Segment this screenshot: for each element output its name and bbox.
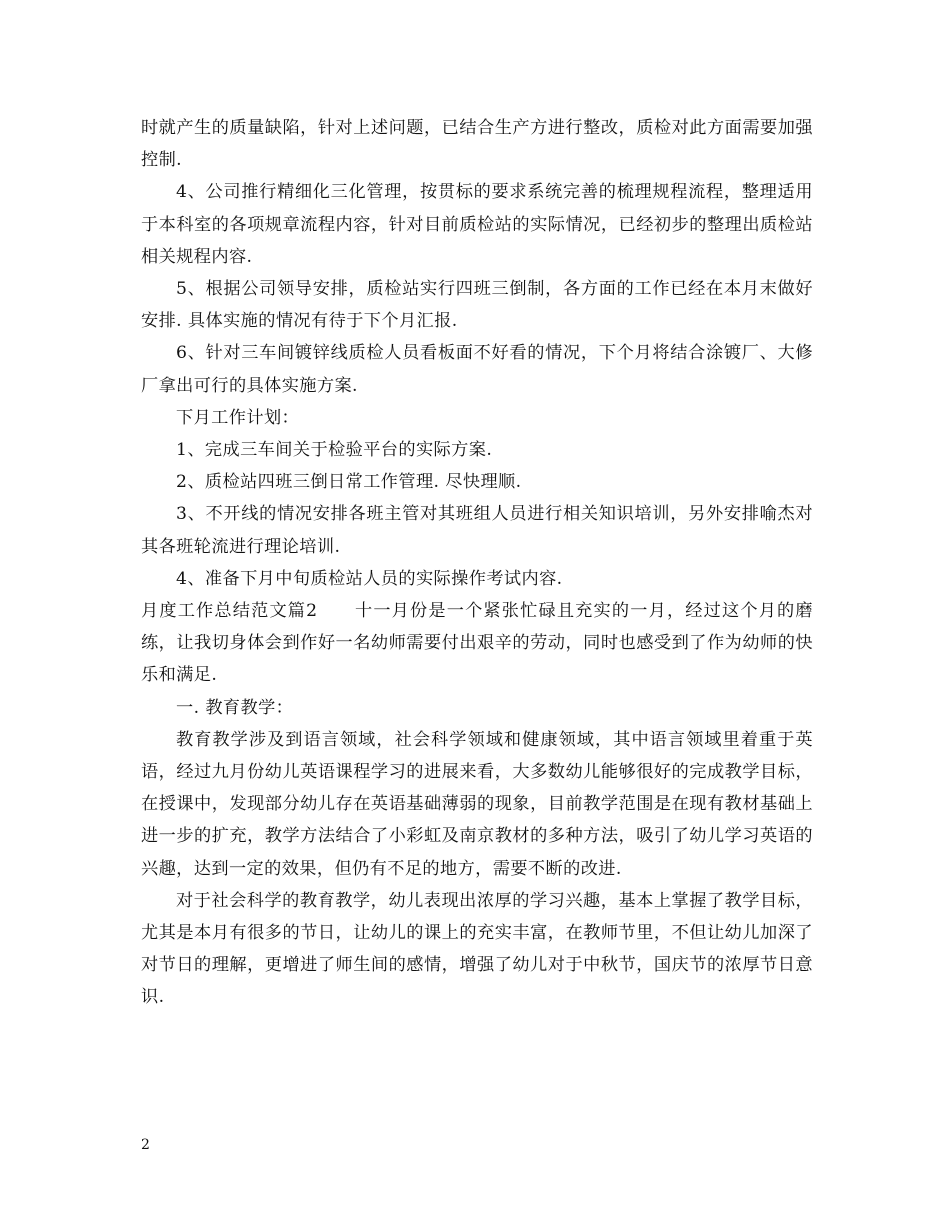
section-heading: 下月工作计划： [176,407,300,428]
paragraph: 对于社会科学的教育教学，幼儿表现出浓厚的学习兴趣，基本上掌握了教学目标，尤其是本月有很多的节日，让幼儿的课上的充实丰富，在教师节里，不但让幼儿加深了对节日的理解，更增进了师生间的感情，增强了幼儿对于中秋节，国庆节的浓厚节日意识. [141,890,813,1008]
list-item: 4、准备下月中旬质检站人员的实际操作考试内容. [176,568,563,589]
document-body [141,112,813,1014]
paragraph: 6、针对三车间镀锌线质检人员看板面不好看的情况，下个月将结合涂镀厂、大修厂拿出可行的具体实施方案. [141,343,813,396]
article-start-paragraph: 月度工作总结范文篇2 十一月份是一个紧张忙碌且充实的一月，经过这个月的磨练，让我切身体会到作好一名幼师需要付出艰辛的劳动，同时也感受到了作为幼师的快乐和满足. [141,601,813,686]
paragraph: 4、公司推行精细化三化管理，按贯标的要求系统完善的梳理规程流程，整理适用于本科室的各项规章流程内容，针对目前质检站的实际情况，已经初步的整理出质检站相关规程内容. [141,182,813,267]
page-number: 2 [141,1137,150,1153]
paragraph: 教育教学涉及到语言领域，社会科学领域和健康领域，其中语言领域里着重于英语，经过九月份幼儿英语课程学习的进展来看，大多数幼儿能够很好的完成教学目标，在授课中，发现部分幼儿存在英语基础薄弱的现象，目前教学范围是在现有教材基础上进一步的扩充，教学方法结合了小彩虹及南京教材的多种方法，吸引了幼儿学习英语的兴趣，达到一定的效果，但仍有不足的地方，需要不断的改进. [141,729,813,879]
list-item: 2、质检站四班三倒日常工作管理. 尽快理顺. [176,472,522,493]
paragraph: 5、根据公司领导安排，质检站实行四班三倒制，各方面的工作已经在本月末做好安排. 具体实施的情况有待于下个月汇报. [141,279,813,332]
section-heading: 一. 教育教学： [176,697,294,718]
list-item: 1、完成三车间关于检验平台的实际方案. [176,440,493,461]
list-item: 3、不开线的情况安排各班主管对其班组人员进行相关知识培训，另外安排喻杰对其各班轮流进行理论培训. [141,504,813,557]
paragraph: 时就产生的质量缺陷，针对上述问题，已结合生产方进行整改，质检对此方面需要加强控制. [141,118,813,171]
